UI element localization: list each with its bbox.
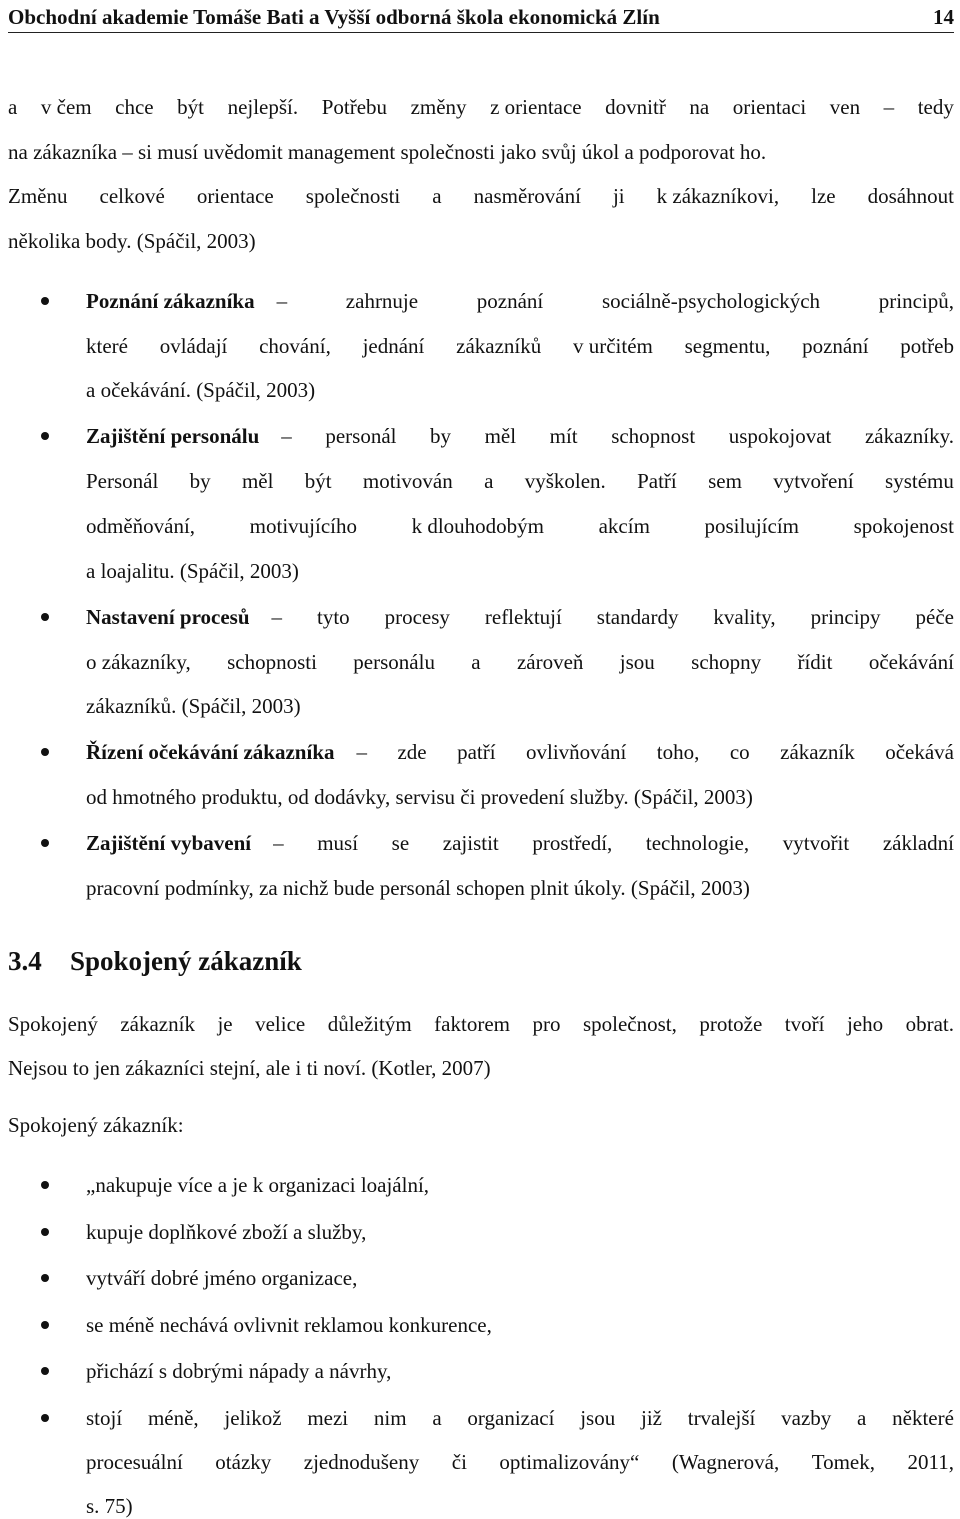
word: Patří: [637, 469, 677, 493]
word: –: [883, 95, 895, 119]
list-item-last-line-3: s. 75): [86, 1494, 133, 1518]
bullet-4-line-2: od hmotného produktu, od dodávky, servisu či provedení služby. (Spáčil, 2003): [86, 785, 753, 809]
word: jednání: [362, 334, 425, 358]
word: motivován: [362, 469, 453, 493]
word: společnost,: [582, 1012, 677, 1036]
word: pro: [532, 1012, 561, 1036]
word: 2011,: [907, 1450, 954, 1474]
bullet-dot: [41, 1367, 49, 1375]
word: Změnu: [8, 184, 68, 208]
word: jsou: [619, 650, 655, 674]
word: personál: [325, 424, 397, 448]
bullet-term: Poznání zákazníka: [86, 289, 255, 313]
word: toho,: [656, 740, 700, 764]
word: společnosti: [305, 184, 401, 208]
word: Tomek,: [811, 1450, 876, 1474]
bullet-dot: [41, 1274, 49, 1282]
bullet-2-line-2: [86, 469, 954, 493]
bullet-term: Zajištění personálu: [86, 424, 260, 448]
bullet-1-line-1: [86, 289, 954, 313]
word: a: [857, 1406, 867, 1430]
bullet-3-line-1: [86, 605, 954, 629]
word: zjednodušeny: [303, 1450, 420, 1474]
list-item-last-line-2: [86, 1450, 954, 1474]
word: procesuální: [86, 1450, 183, 1474]
word: řídit: [797, 650, 833, 674]
word: měl: [241, 469, 274, 493]
word: potřeb: [900, 334, 954, 358]
word: faktorem: [434, 1012, 510, 1036]
header-school-name: Obchodní akademie Tomáše Bati a Vyšší odborná škola ekonomická Zlín: [8, 5, 660, 29]
word: –: [273, 831, 284, 855]
word: o zákazníky,: [86, 650, 191, 674]
word: sem: [708, 469, 742, 493]
word: zákazníky.: [864, 424, 954, 448]
bullet-4-line-1: [86, 740, 954, 764]
section-title: Spokojený zákazník: [70, 946, 302, 976]
word: zákazník: [780, 740, 855, 764]
word: již: [640, 1406, 662, 1430]
bullet-dot: [41, 297, 49, 305]
word: segmentu,: [684, 334, 771, 358]
bullet-1-line-3: a očekávání. (Spáčil, 2003): [86, 378, 316, 402]
word: uspokojovat: [728, 424, 832, 448]
word: obrat.: [905, 1012, 954, 1036]
word: orientaci: [732, 95, 807, 119]
header-divider: [8, 32, 954, 33]
word: celkové: [99, 184, 165, 208]
word: měl: [484, 424, 517, 448]
word: spokojenost: [853, 514, 954, 538]
section-para-2: Spokojený zákazník:: [8, 1113, 184, 1137]
word: –: [356, 740, 368, 764]
word: organizací: [467, 1406, 555, 1430]
word: motivujícího: [249, 514, 357, 538]
word: by: [430, 424, 452, 448]
word: vazby: [781, 1406, 832, 1430]
word: poznání: [802, 334, 869, 358]
word: –: [281, 424, 292, 448]
bullet-term: Zajištění vybavení: [86, 831, 252, 855]
word: ovládají: [159, 334, 228, 358]
bullet-dot: [41, 1414, 49, 1422]
word: být: [304, 469, 332, 493]
word: principů,: [878, 289, 954, 313]
word: sociálně-psychologických: [601, 289, 821, 313]
word: některé: [892, 1406, 954, 1430]
word: velice: [255, 1012, 306, 1036]
word: se: [391, 831, 410, 855]
word: a: [471, 650, 481, 674]
word: mít: [549, 424, 578, 448]
word: zde: [397, 740, 427, 764]
word: lze: [811, 184, 836, 208]
word: zajistit: [442, 831, 499, 855]
word: systému: [885, 469, 954, 493]
word: protože: [699, 1012, 763, 1036]
word: –: [271, 605, 283, 629]
word: tvoří: [784, 1012, 825, 1036]
word: akcím: [598, 514, 650, 538]
word: procesy: [384, 605, 450, 629]
word: nejlepší.: [227, 95, 299, 119]
word: vyškolen.: [524, 469, 606, 493]
word: základní: [882, 831, 954, 855]
word: stojí: [86, 1406, 123, 1430]
list-item: „nakupuje více a je k organizaci loajální,: [86, 1173, 430, 1197]
word: vytvořit: [782, 831, 850, 855]
list-item-last-line-1: [86, 1406, 954, 1430]
word: vytvoření: [773, 469, 854, 493]
word: a: [8, 95, 18, 119]
bullet-3-line-2: [86, 650, 954, 674]
bullet-dot: [41, 1228, 49, 1236]
bullet-dot: [41, 613, 49, 621]
word: odměňování,: [86, 514, 196, 538]
word: musí: [317, 831, 359, 855]
word: jelikož: [224, 1406, 282, 1430]
bullet-2-line-1: [86, 424, 954, 448]
bullet-term: Nastavení procesů: [86, 605, 250, 629]
intro-line-1: [8, 95, 954, 119]
bullet-dot: [41, 432, 49, 440]
word: trvalejší: [687, 1406, 756, 1430]
word: očekávání: [868, 650, 954, 674]
word: zároveň: [516, 650, 584, 674]
bullet-dot: [41, 748, 49, 756]
word: optimalizovány“: [499, 1450, 640, 1474]
section-para-line-1: [8, 1012, 954, 1036]
bullet-dot: [41, 839, 49, 847]
word: Potřebu: [321, 95, 388, 119]
word: ovlivňování: [526, 740, 627, 764]
section-heading: [8, 945, 302, 977]
word: ji: [612, 184, 625, 208]
word: očekává: [885, 740, 954, 764]
word: zákazníků: [456, 334, 542, 358]
word: důležitým: [327, 1012, 412, 1036]
word: dovnitř: [605, 95, 666, 119]
word: schopnost: [611, 424, 696, 448]
word: na: [689, 95, 710, 119]
word: a: [484, 469, 494, 493]
word: a: [432, 1406, 442, 1430]
word: zahrnuje: [345, 289, 419, 313]
word: změny: [410, 95, 467, 119]
word: standardy: [596, 605, 679, 629]
bullet-term: Řízení očekávání zákazníka: [86, 740, 335, 764]
list-item: kupuje doplňkové zboží a služby,: [86, 1220, 367, 1244]
bullet-2-line-4: a loajalitu. (Spáčil, 2003): [86, 559, 299, 583]
word: méně,: [147, 1406, 199, 1430]
word: Personál: [86, 469, 159, 493]
word: jeho: [846, 1012, 884, 1036]
word: kvality,: [713, 605, 776, 629]
word: (Wagnerová,: [671, 1450, 780, 1474]
list-item: vytváří dobré jméno organizace,: [86, 1266, 358, 1290]
word: posilujícím: [704, 514, 799, 538]
bullet-5-line-1: [86, 831, 954, 855]
word: tyto: [316, 605, 350, 629]
word: jsou: [580, 1406, 616, 1430]
list-item: se méně nechává ovlivnit reklamou konkurence,: [86, 1313, 492, 1337]
word: reflektují: [484, 605, 562, 629]
word: technologie,: [645, 831, 750, 855]
word: poznání: [476, 289, 544, 313]
bullet-dot: [41, 1181, 49, 1189]
word: Spokojený: [8, 1012, 98, 1036]
word: principy: [810, 605, 881, 629]
word: otázky: [215, 1450, 272, 1474]
word: v čem: [40, 95, 92, 119]
word: chování,: [259, 334, 331, 358]
bullet-dot: [41, 1321, 49, 1329]
word: mezi: [307, 1406, 349, 1430]
page-number: 14: [933, 5, 954, 29]
intro-line-3: [8, 184, 954, 208]
word: personálu: [353, 650, 435, 674]
word: být: [177, 95, 205, 119]
word: dosáhnout: [867, 184, 954, 208]
word: by: [189, 469, 211, 493]
bullet-1-line-2: [86, 334, 954, 358]
bullet-3-line-3: zákazníků. (Spáčil, 2003): [86, 694, 301, 718]
word: patří: [457, 740, 496, 764]
word: tedy: [917, 95, 954, 119]
word: je: [217, 1012, 233, 1036]
word: prostředí,: [532, 831, 613, 855]
word: schopnosti: [227, 650, 317, 674]
word: péče: [915, 605, 954, 629]
word: zákazník: [120, 1012, 195, 1036]
word: chce: [115, 95, 154, 119]
word: z orientace: [490, 95, 582, 119]
word: ven: [829, 95, 861, 119]
intro-line-2: na zákazníka – si musí uvědomit management společnosti jako svůj úkol a podporovat ho.: [8, 140, 767, 164]
word: které: [86, 334, 128, 358]
word: orientace: [196, 184, 274, 208]
word: –: [276, 289, 288, 313]
bullet-2-line-3: [86, 514, 954, 538]
word: co: [729, 740, 750, 764]
page-header: [8, 0, 954, 30]
section-para-line-2: Nejsou to jen zákazníci stejní, ale i ti noví. (Kotler, 2007): [8, 1056, 491, 1080]
word: či: [451, 1450, 467, 1474]
intro-line-4: několika body. (Spáčil, 2003): [8, 229, 256, 253]
word: schopny: [691, 650, 762, 674]
word: a: [432, 184, 442, 208]
word: nim: [373, 1406, 407, 1430]
word: k zákazníkovi,: [656, 184, 780, 208]
word: nasměrování: [473, 184, 581, 208]
list-item: přichází s dobrými nápady a návrhy,: [86, 1359, 392, 1383]
bullet-5-line-2: pracovní podmínky, za nichž bude personál schopen plnit úkoly. (Spáčil, 2003): [86, 876, 750, 900]
word: v určitém: [572, 334, 653, 358]
word: k dlouhodobým: [411, 514, 544, 538]
section-number: 3.4: [8, 946, 42, 976]
